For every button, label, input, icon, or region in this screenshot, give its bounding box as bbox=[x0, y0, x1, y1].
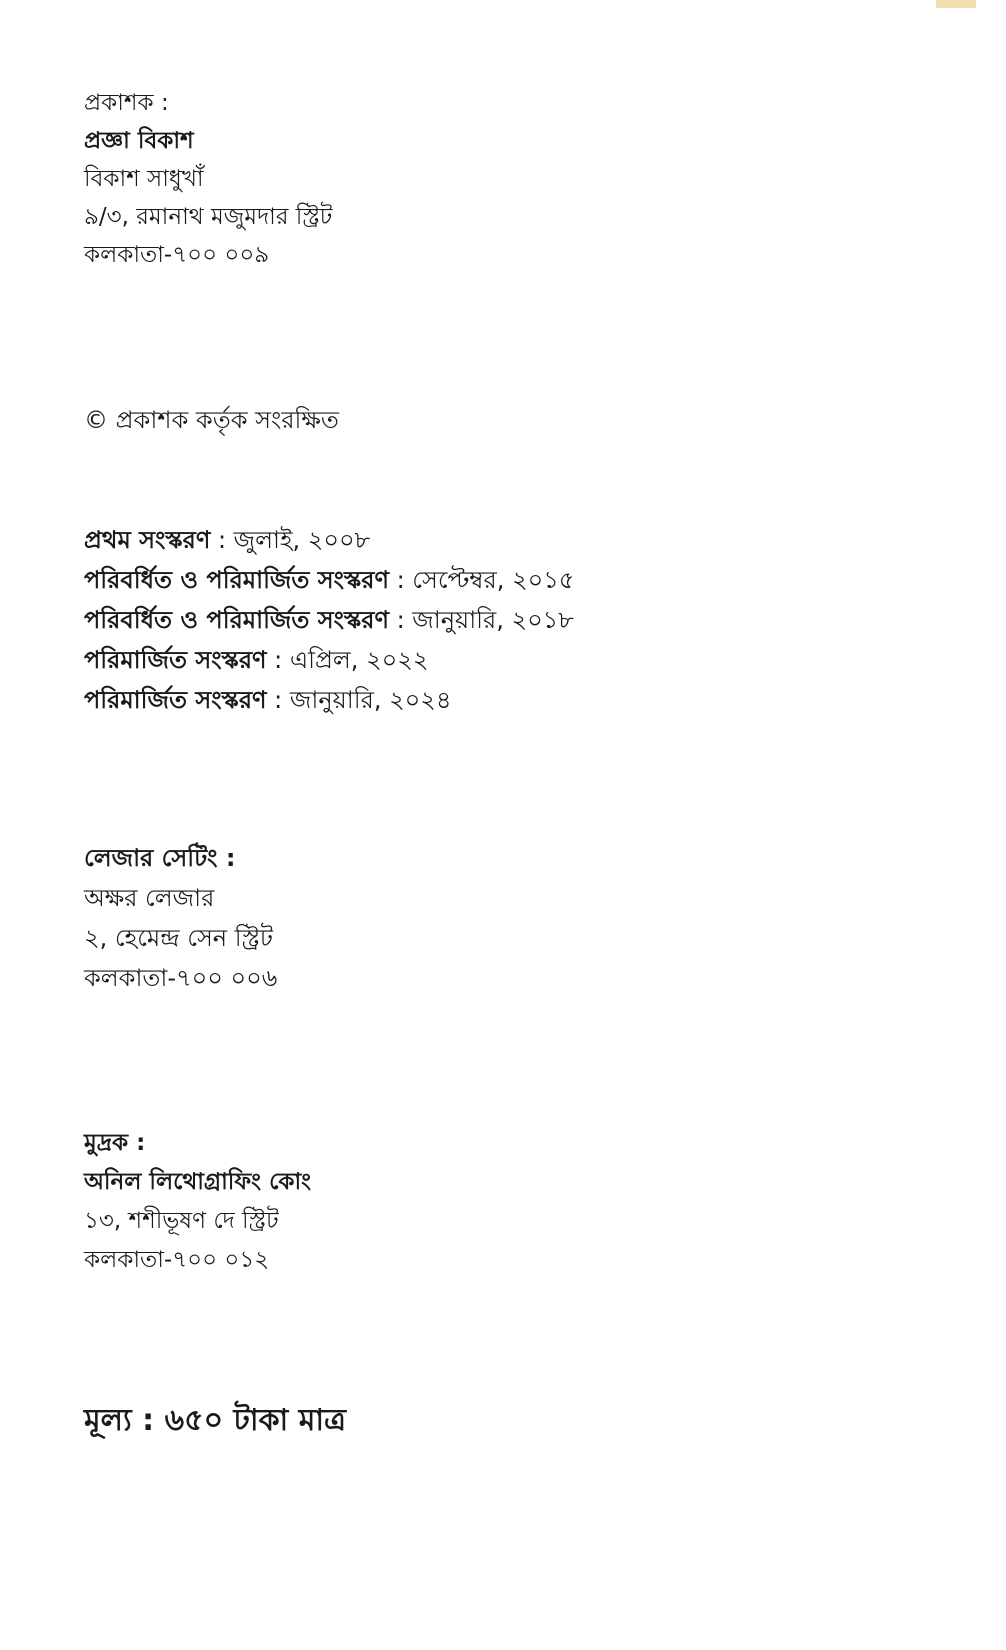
typesetting-name: অক্ষর লেজার bbox=[84, 884, 215, 912]
edition-line bbox=[84, 680, 574, 720]
edition-separator: : bbox=[266, 686, 290, 714]
edition-separator: : bbox=[388, 606, 413, 634]
publisher-name: প্রজ্ঞা বিকাশ bbox=[84, 128, 194, 154]
edition-separator: : bbox=[266, 646, 290, 674]
publisher-city: কলকাতা-৭০০ ০০৯ bbox=[84, 242, 270, 268]
edition-date: জুলাই, ২০০৮ bbox=[233, 526, 371, 554]
printer-name: অনিল লিথোগ্রাফিং কোং bbox=[84, 1169, 312, 1195]
edition-separator: : bbox=[210, 526, 234, 554]
edition-label: পরিবর্ধিত ও পরিমার্জিত সংস্করণ bbox=[84, 606, 389, 634]
typesetting-city: কলকাতা-৭০০ ০০৬ bbox=[84, 964, 278, 992]
edition-line bbox=[84, 520, 574, 560]
price-text: মূল্য : ৬৫০ টাকা মাত্র bbox=[84, 1403, 347, 1438]
typesetting-heading: লেজার সেটিং : bbox=[84, 844, 236, 872]
typesetting-block bbox=[84, 838, 277, 998]
edition-label: পরিমার্জিত সংস্করণ bbox=[84, 646, 267, 674]
publisher-block bbox=[84, 84, 332, 274]
corner-stain bbox=[936, 0, 976, 8]
edition-label: প্রথম সংস্করণ bbox=[84, 526, 211, 554]
printer-city: কলকাতা-৭০০ ০১২ bbox=[84, 1247, 270, 1273]
copyright-notice: © প্রকাশক কর্তৃক সংরক্ষিত bbox=[84, 406, 339, 434]
edition-date: এপ্রিল, ২০২২ bbox=[289, 646, 429, 674]
printer-address: ১৩, শশীভূষণ দে স্ট্রিট bbox=[84, 1208, 279, 1234]
edition-line bbox=[84, 640, 574, 680]
printer-heading: মুদ্রক : bbox=[84, 1130, 146, 1156]
editions-block bbox=[84, 520, 574, 720]
edition-date: জানুয়ারি, ২০২৪ bbox=[289, 686, 452, 714]
copyright-block bbox=[84, 400, 339, 440]
edition-date: সেপ্টেম্বর, ২০১৫ bbox=[412, 566, 575, 594]
publisher-person: বিকাশ সাধুখাঁ bbox=[84, 166, 204, 192]
edition-label: পরিবর্ধিত ও পরিমার্জিত সংস্করণ bbox=[84, 566, 389, 594]
edition-line bbox=[84, 600, 574, 640]
typesetting-address: ২, হেমেন্দ্র সেন স্ট্রিট bbox=[84, 924, 273, 952]
edition-date: জানুয়ারি, ২০১৮ bbox=[412, 606, 574, 634]
publisher-address: ৯/৩, রমানাথ মজুমদার স্ট্রিট bbox=[84, 204, 333, 230]
edition-separator: : bbox=[388, 566, 413, 594]
edition-label: পরিমার্জিত সংস্করণ bbox=[84, 686, 267, 714]
edition-line bbox=[84, 560, 574, 600]
price-block bbox=[84, 1398, 346, 1444]
publisher-heading: প্রকাশক : bbox=[84, 90, 169, 116]
printer-block bbox=[84, 1124, 311, 1280]
